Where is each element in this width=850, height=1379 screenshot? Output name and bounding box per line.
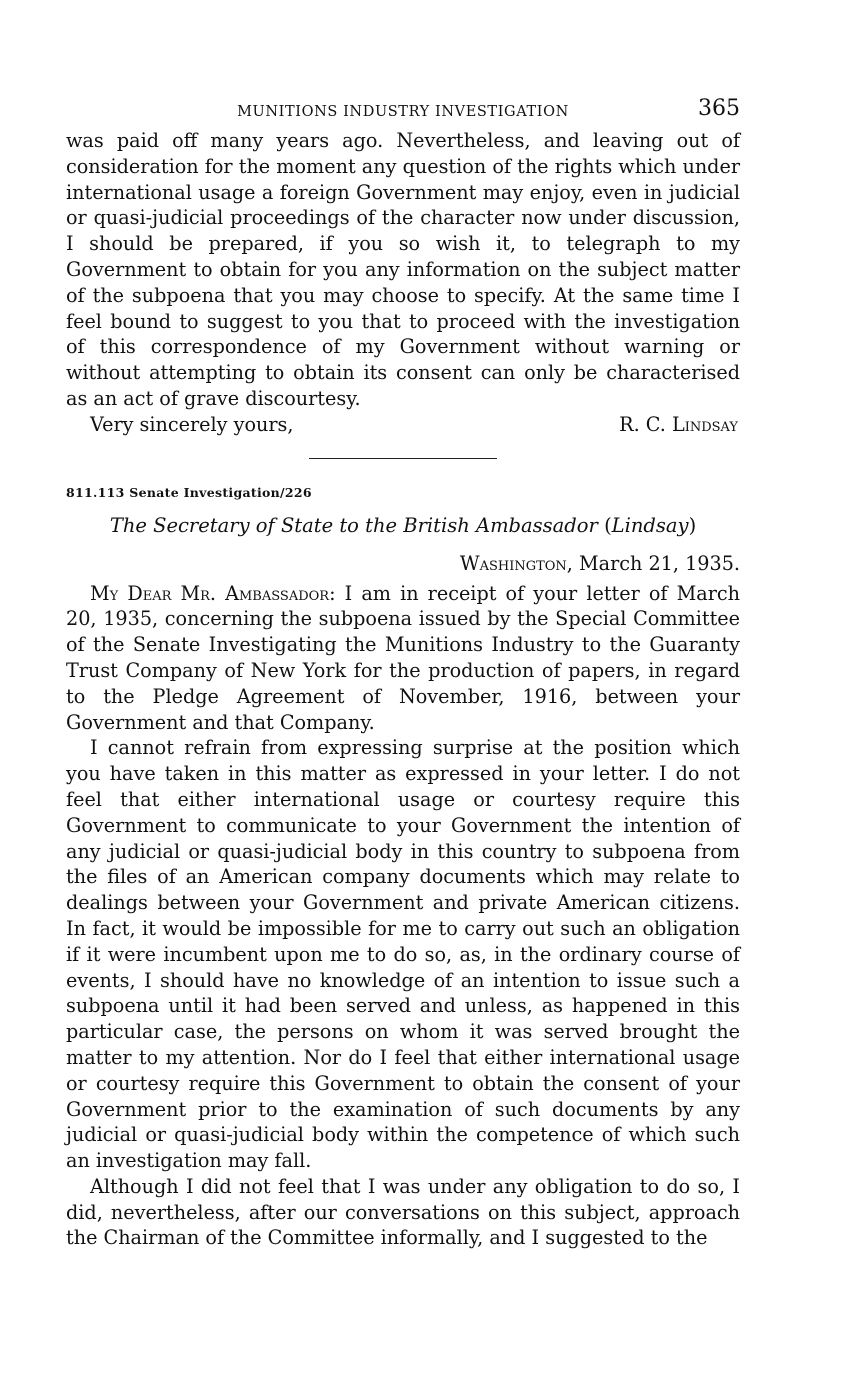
running-title: MUNITIONS INDUSTRY INVESTIGATION (237, 104, 569, 120)
signature: R. C. Lindsay (619, 412, 738, 436)
letter-paragraph: I cannot refrain from expressing surprise at the position which you have taken in this matter as expressed in your letter. I do not feel that either international usage or courtesy require this Government to communicate to your Government the intention of any judicial or quasi-judicial body in this country to subpoena from the files of an American company documents which may relate to dealings between your Government and private American citizens. In fact, it would be impossible for me to carry out such an obligation if it were incumbent upon me to do so, as, in the ordinary course of events, I should have no knowledge of an intention to issue such a subpoena until it had been served and unless, as happened in this particular case, the persons on whom it was served brought the matter to my attention. Nor do I feel that either international usage or courtesy require this Government to obtain the consent of your Government prior to the examination of such documents by any judicial or quasi-judicial body within the competence of which such an investigation may fall. (66, 736, 740, 1173)
page-number: 365 (698, 96, 740, 121)
heading-title: The Secretary of State to the British Ambassador (109, 513, 598, 537)
dateline (66, 551, 740, 577)
letter-paragraph: Although I did not feel that I was under any obligation to do so, I did, nevertheless, after our conversations on this subject, approach the Chairman of the Committee informally, and I suggested to the (66, 1174, 740, 1250)
paragraph-text: I am in receipt of your letter of March 20, 1935, concerning the subpoena issued by the Special Committee of the Senate Investigating the Munitions Industry to the Guaranty Trust Company of New York for the production of papers, in regard to the Pledge Agreement of November, 1916, between your Government and that Company. (66, 581, 740, 734)
dateline-place: Washington (459, 551, 567, 575)
running-header (66, 94, 740, 128)
dateline-date: , March 21, 1935. (566, 551, 740, 575)
letter-paragraph (66, 581, 740, 736)
document-page (66, 94, 740, 1251)
file-reference: 811.113 Senate Investigation/226 (66, 484, 312, 500)
document-heading: The Secretary of State to the British Ambassador (Lindsay) (109, 513, 697, 537)
complimentary-close: Very sincerely yours, (90, 412, 294, 436)
continued-letter-paragraph: was paid off many years ago. Nevertheless, and leaving out of consideration for the moment any question of the rights which under international usage a foreign Government may enjoy, even in judicial or quasi-judicial proceedings of the character now under discussion, I should be prepared, if you so wish it, to telegraph to my Government to obtain for you any information on the subject matter of the subpoena that you may choose to specify. At the same time I feel bound to suggest to you that to proceed with the investigation of this correspondence of my Government without warning or without attempting to obtain its consent can only be characterised as an act of grave discourtesy. (66, 129, 740, 410)
salutation: My Dear Mr. Ambassador: (90, 581, 336, 605)
letter-closing (66, 412, 740, 438)
section-divider (309, 458, 497, 459)
heading-name: Lindsay (611, 513, 689, 537)
